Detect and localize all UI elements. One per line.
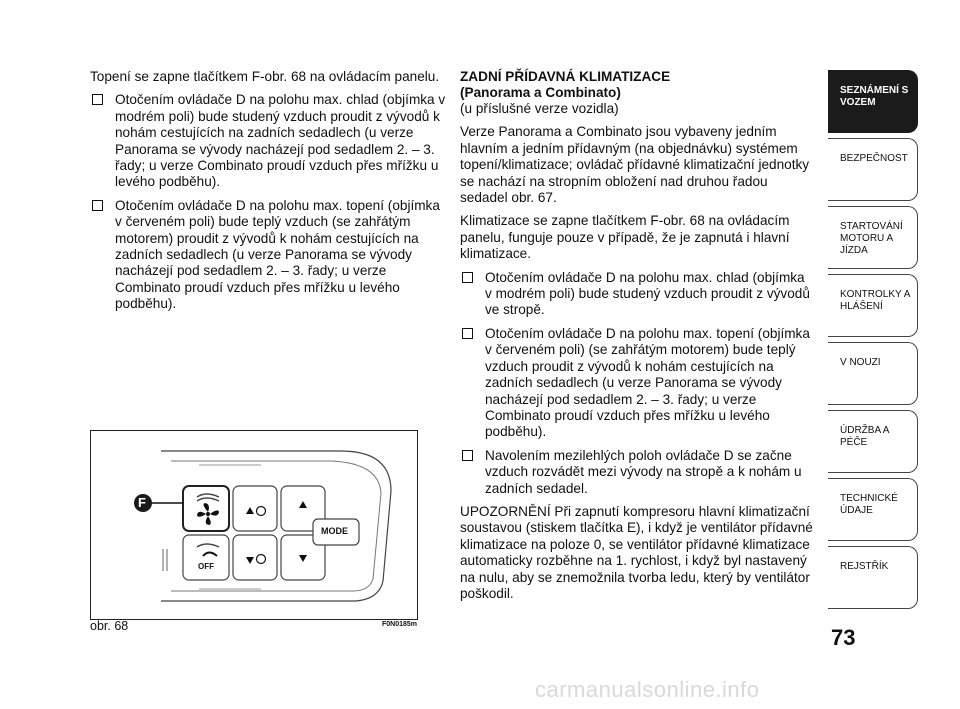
section-title-sub: (Panorama a Combinato) (460, 85, 621, 100)
control-panel-illustration (91, 431, 417, 619)
watermark: carmanualsonline.info (535, 677, 760, 702)
bullet-item (460, 326, 815, 441)
mode-button-label: MODE (321, 526, 348, 536)
figure-code: F0N0185m (382, 621, 418, 628)
off-label: OFF (198, 562, 214, 571)
warning-label: UPOZORNĚNÍ (460, 503, 551, 519)
figure-caption: obr. 68 (90, 619, 129, 633)
tab-v-nouzi[interactable]: V NOUZI (828, 342, 918, 405)
bullet-item (90, 92, 446, 190)
paragraph: Verze Panorama a Combinato jsou vybaveny jedním hlavním a jedním přídavným (na objednávku) systémem topení/klimatizace; ovládač přídavné klimatizační jednotky se nachází na stropním obložení nad druhou řadou sedadel obr. 67. (460, 124, 810, 206)
tab-technicke[interactable]: TECHNICKÉ ÚDAJE (828, 478, 918, 541)
figure-68 (90, 430, 418, 620)
bullet-box-icon (92, 200, 103, 211)
chapter-tabs (828, 70, 918, 614)
figure-callout-f: F (138, 495, 146, 510)
warning-paragraph (460, 504, 815, 602)
warning-text: Při zapnutí kompresoru hlavní klimatizační soustavou (stiskem tlačítka E), i když je ventilátor přídavné klimatizace na poloze 0, se ventilátor přídavné klimatizace automaticky rozběhne na 1. rychlost, i když byl nastavený na nulu, aby se znemožnila tvorba ledu, který by ventilátor poškodil. (460, 503, 813, 601)
right-column (460, 69, 815, 609)
tab-bezpecnost[interactable]: BEZPEČNOST (828, 138, 918, 201)
bullet-text: Otočením ovládače D na polohu max. chlad (objímka v modrém poli) bude studený vzduch proudit z vývodů ve stropě. (485, 269, 810, 318)
section-title: ZADNÍ PŘÍDAVNÁ KLIMATIZACE (460, 69, 671, 84)
bullet-text: Otočením ovládače D na polohu max. topení (objímka v červeném poli) bude teplý vzduch (se zahřátým motorem) proudit z vývodů k nohám cestujících na zadních sedadlech (u verze Panorama se vývody nacházejí pod sedadlem 2. – 3. řady; u verze Combinato proudí vzduch přes mřížku u levého podběhu). (115, 197, 440, 312)
tab-seznameni[interactable]: SEZNÁMENÍ S VOZEM (828, 70, 918, 133)
tab-rejstrik[interactable]: REJSTŘÍK (828, 546, 918, 609)
tab-startovani[interactable]: STARTOVÁNÍ MOTORU A JÍZDA (828, 206, 918, 269)
bullet-box-icon (92, 94, 103, 105)
bullet-text: Navolením mezilehlých poloh ovládače D se začne vzduch rozvádět mezi vývody na stropě a k nohám u zadních sedadel. (485, 447, 802, 496)
left-column (90, 69, 446, 320)
bullet-text: Otočením ovládače D na polohu max. topení (objímka v červeném poli) (se zahřátým motorem) bude teplý vzduch proudit z vývodů k nohám cestujících na zadních sedadlech (u verze Panorama se vývody nacházejí pod sedadlem 2. – 3. řady; u verze Combinato proudí vzduch přes mřížku u levého podběhu). (485, 325, 810, 440)
bullet-box-icon (462, 450, 473, 461)
tab-udrzba[interactable]: ÚDRŽBA A PÉČE (828, 410, 918, 473)
bullet-box-icon (462, 272, 473, 283)
bullet-item (460, 448, 815, 497)
paragraph: Klimatizace se zapne tlačítkem F-obr. 68 na ovládacím panelu, funguje pouze v případě, že je zapnutá i hlavní klimatizace. (460, 213, 790, 262)
intro-paragraph: Topení se zapne tlačítkem F-obr. 68 na ovládacím panelu. (90, 69, 440, 84)
bullet-item (460, 270, 815, 319)
tab-kontrolky[interactable]: KONTROLKY A HLÁŠENÍ (828, 274, 918, 337)
section-subtitle: (u příslušné verze vozidla) (460, 101, 619, 116)
page-number: 73 (831, 625, 856, 650)
bullet-box-icon (462, 328, 473, 339)
bullet-text: Otočením ovládače D na polohu max. chlad (objímka v modrém poli) bude studený vzduch proudit z vývodů k nohám cestujících na zadních sedadlech (u verze Panorama se vývody nacházejí pod sedadlem 2. – 3. řady; u verze Combinato proudí vzduch přes mřížku u levého podběhu). (115, 92, 446, 190)
bullet-item (90, 198, 446, 313)
